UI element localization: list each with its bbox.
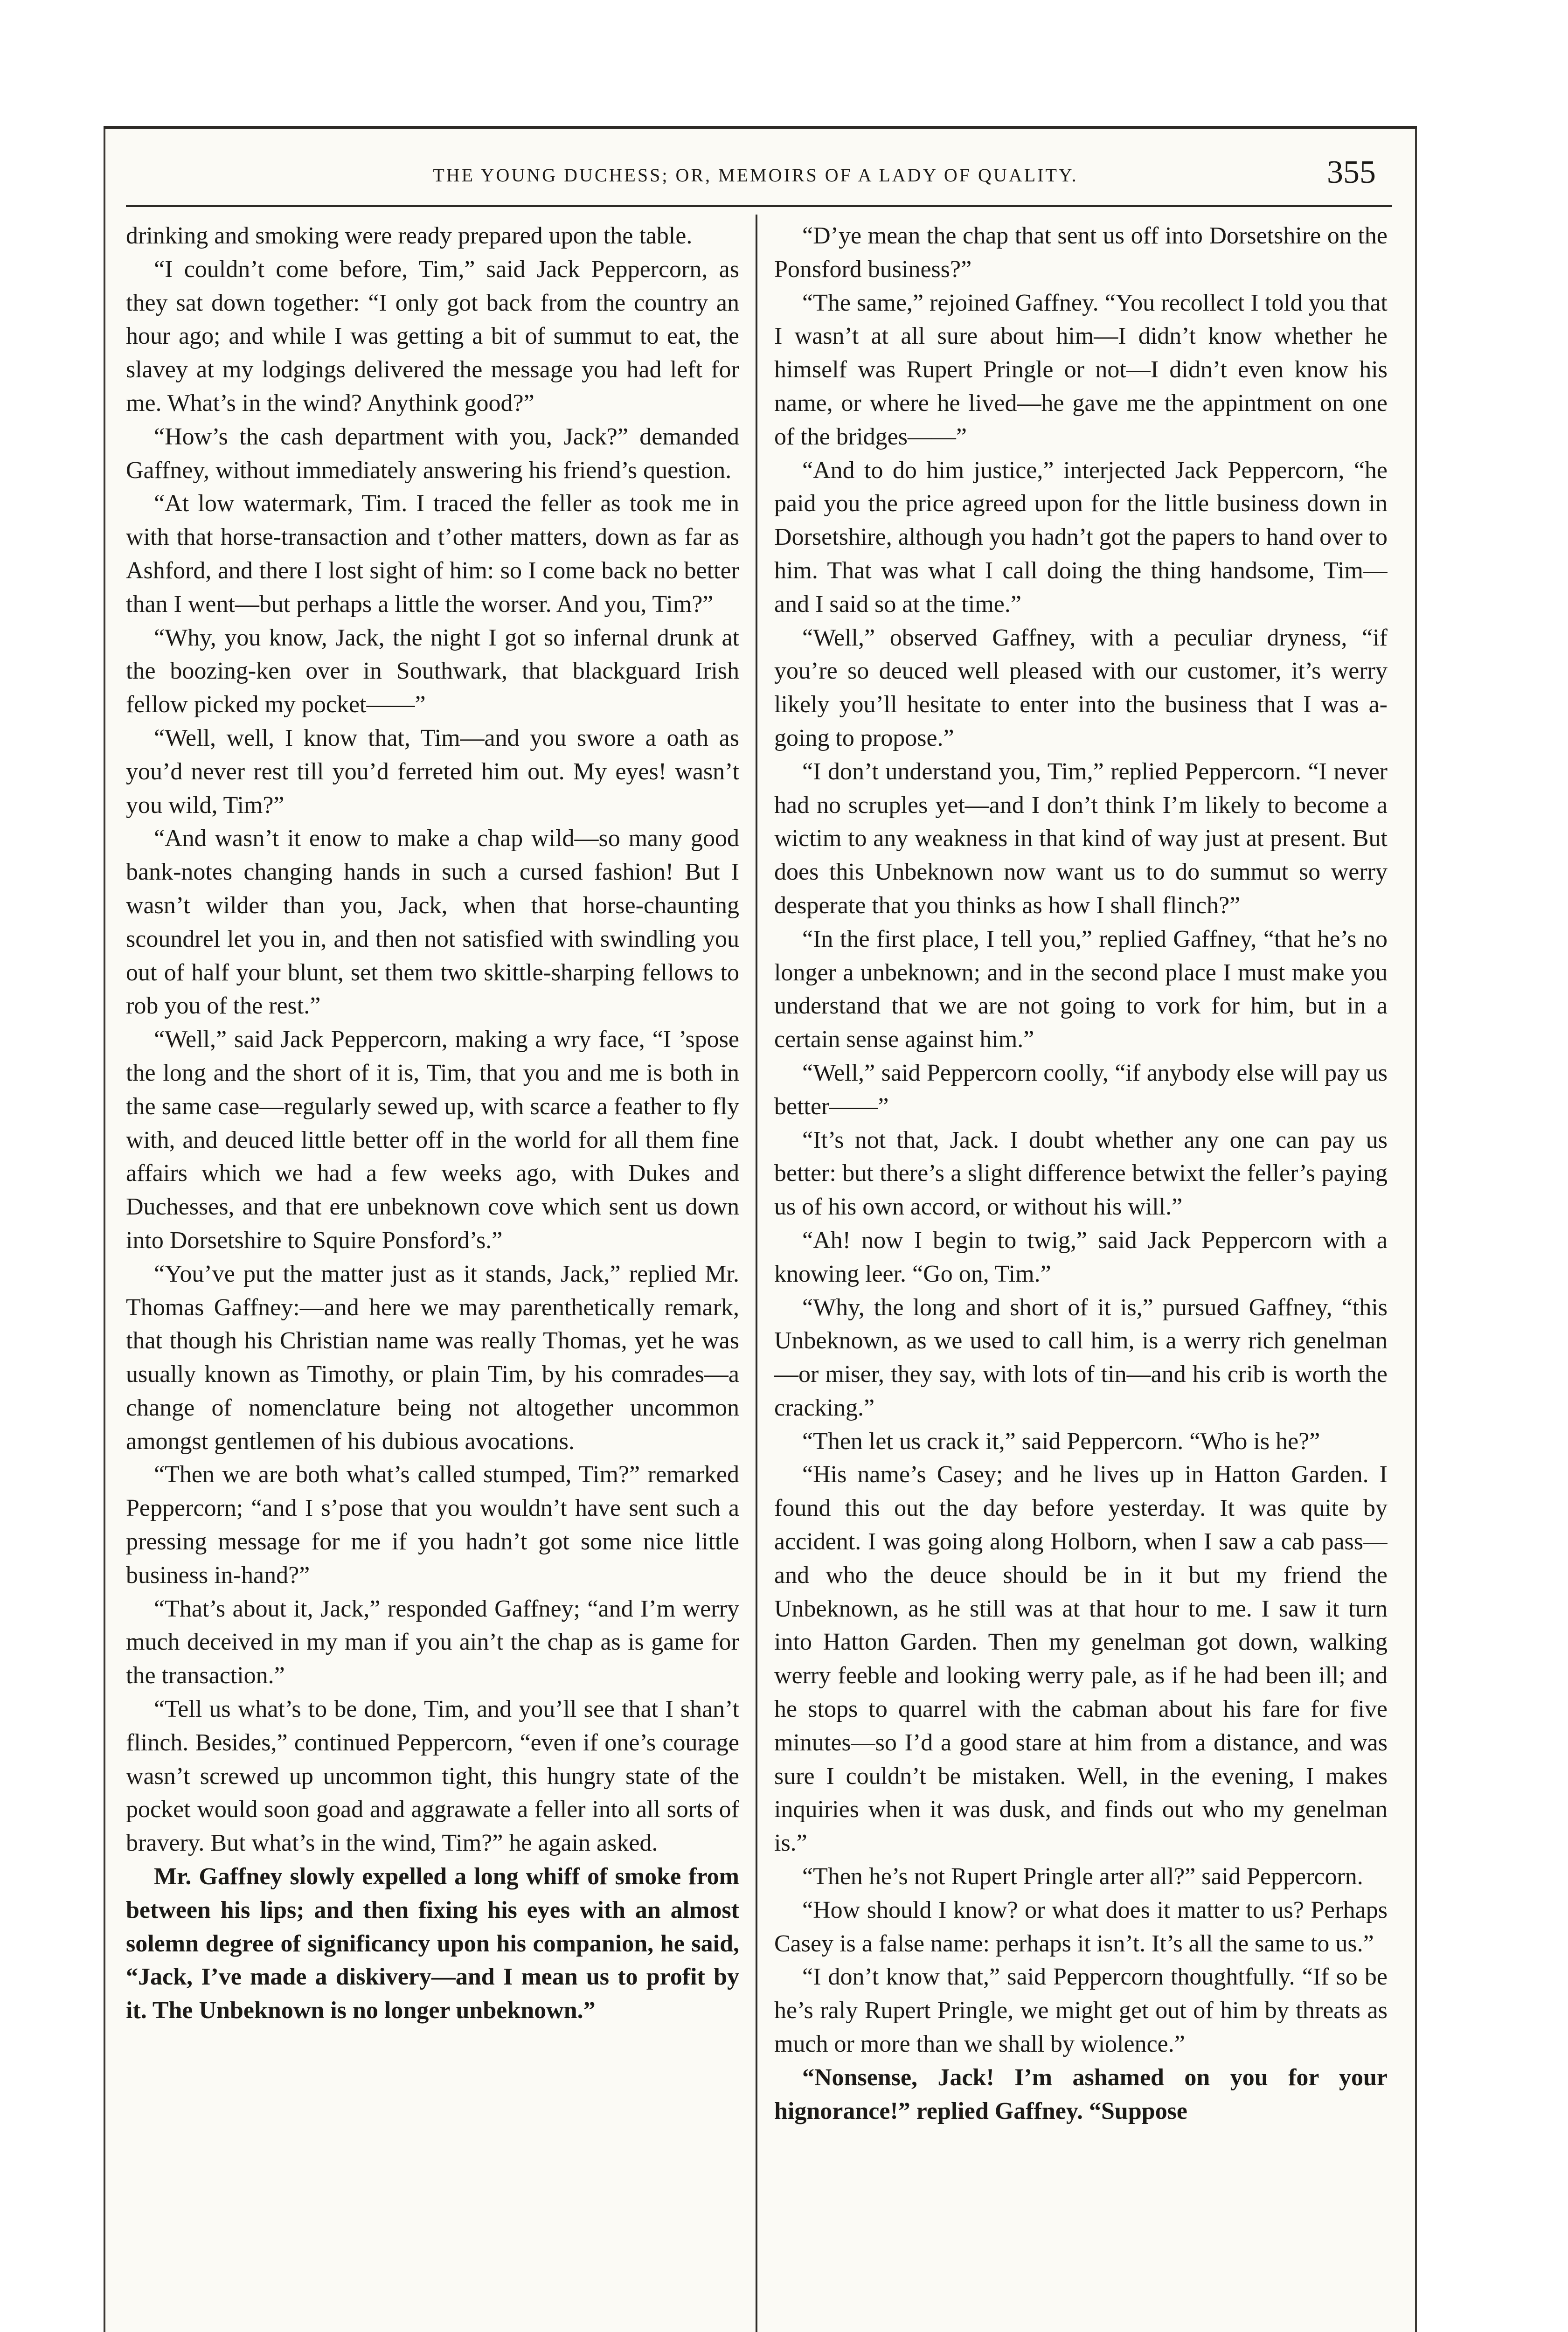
header-rule [126,205,1392,207]
paragraph: “You’ve put the matter just as it stands, Jack,” replied Mr. Thomas Gaffney:—and here we may parenthetically remark, that though his Christian name was really Thomas, yet he was usually known as Timothy, or plain Tim, by his comrades—a change of nomenclature being not altogether uncommon amongst gentlemen of his dubious avocations. [126,1260,739,1455]
paragraph: “Ah! now I begin to twig,” said Jack Peppercorn with a knowing leer. “Go on, Tim.” [774,1227,1388,1287]
paragraph: Mr. Gaffney slowly expelled a long whiff of smoke from between his lips; and then fixing his eyes with an almost solemn degree of significancy upon his companion, he said, “Jack, I’ve made a diskivery—and I mean us to profit by it. The Unbeknown is no longer unbeknown.” [126,1863,739,2024]
paragraph: “In the first place, I tell you,” replied Gaffney, “that he’s no longer a unbeknown; and in the second place I must make you understand that we are not going to vork for him, but in a certain sense against him.” [774,925,1388,1053]
paragraph: “Tell us what’s to be done, Tim, and you’ll see that I shan’t flinch. Besides,” continued Peppercorn, “even if one’s courage wasn’t screwed up uncommon tight, this hungry state of the pocket would soon goad and aggrawate a feller into all sorts of bravery. But what’s in the wind, Tim?” he again asked. [126,1696,739,1857]
paragraph: “I don’t understand you, Tim,” replied Peppercorn. “I never had no scruples yet—and I don’t think I’m likely to become a wictim to any weakness in that kind of way just at present. But does this Unbeknown now want us to do summut so werry desperate that you thinks as how I shall flinch?” [774,758,1388,919]
paragraph: “Well,” observed Gaffney, with a peculiar dryness, “if you’re so deuced well pleased with our customer, it’s werry likely you’ll hesitate to enter into the business that I was a-going to propose.” [774,624,1388,751]
running-head: THE YOUNG DUCHESS; OR, MEMOIRS OF A LADY OF QUALITY. [433,165,1078,186]
page-header [131,149,1381,201]
paragraph: “Why, the long and short of it is,” pursued Gaffney, “this Unbeknown, as we used to call him, is a werry rich genelman—or miser, they say, with lots of tin—and his crib is worth the cracking.” [774,1294,1388,1421]
paragraph: “His name’s Casey; and he lives up in Hatton Garden. I found this out the day before yesterday. It was quite by accident. I was going along Holborn, when I saw a cab pass—and who the deuce should be in it but my friend the Unbeknown, as he still was at that hour to me. I saw it turn into Hatton Garden. Then my genelman got down, walking werry feeble and looking werry pale, as if he had been ill; and he stops to quarrel with the cabman about his fare for five minutes—so I’d a good stare at him from a distance, and was sure I couldn’t be mistaken. Well, in the evening, I makes inquiries when it was dusk, and finds out who my genelman is.” [774,1461,1388,1857]
paragraph: “Nonsense, Jack! I’m ashamed on you for your hignorance!” replied Gaffney. “Suppose [774,2064,1388,2124]
top-rule [104,126,1417,129]
paragraph: “D’ye mean the chap that sent us off into Dorsetshire on the Ponsford business?” [774,222,1388,283]
left-column [126,219,739,2332]
column-divider [756,215,757,2332]
paragraph: “How should I know? or what does it matter to us? Perhaps Casey is a false name: perhaps it isn’t. It’s all the same to us.” [774,1896,1388,1957]
paragraph: “How’s the cash department with you, Jack?” demanded Gaffney, without immediately answering his friend’s question. [126,423,739,484]
paragraph: “Then he’s not Rupert Pringle arter all?” said Peppercorn. [802,1863,1363,1890]
right-column [774,219,1388,2332]
paragraph: “I couldn’t come before, Tim,” said Jack Peppercorn, as they sat down together: “I only got back from the country an hour ago; and while I was getting a bit of summut to eat, the slavey at my lodgings delivered the message you had left for me. What’s in the wind? Anythink good?” [126,256,739,416]
paragraph: “I don’t know that,” said Peppercorn thoughtfully. “If so be he’s raly Rupert Pringle, we might get out of him by threats as much or more than we shall by wiolence.” [774,1964,1388,2058]
paragraph: drinking and smoking were ready prepared upon the table. [126,222,693,249]
paragraph: “Why, you know, Jack, the night I got so infernal drunk at the boozing-ken over in Southwark, that blackguard Irish fellow picked my pocket——” [126,624,739,718]
page-number: 355 [1327,154,1376,190]
paragraph: “And wasn’t it enow to make a chap wild—so many good bank-notes changing hands in such a cursed fashion! But I wasn’t wilder than you, Jack, when that horse-chaunting scoundrel let you in, and then not satisfied with swindling you out of half your blunt, set them two skittle-sharping fellows to rob you of the rest.” [126,825,739,1020]
paragraph: “Then we are both what’s called stumped, Tim?” remarked Peppercorn; “and I s’pose that you wouldn’t have sent such a pressing message for me if you hadn’t got some nice little business in-hand?” [126,1461,739,1589]
paragraph: “That’s about it, Jack,” responded Gaffney; “and I’m werry much deceived in my man if you ain’t the chap as is game for the transaction.” [126,1595,739,1689]
paragraph: “It’s not that, Jack. I doubt whether any one can pay us better: but there’s a slight difference betwixt the feller’s paying us of his own accord, or without his will.” [774,1126,1388,1221]
paragraph: “Well,” said Peppercorn coolly, “if anybody else will pay us better——” [774,1059,1388,1120]
paragraph: “Then let us crack it,” said Peppercorn. “Who is he?” [802,1428,1320,1455]
paragraph: “Well, well, I know that, Tim—and you swore a oath as you’d never rest till you’d ferreted him out. My eyes! wasn’t you wild, Tim?” [126,724,739,819]
paragraph: “Well,” said Jack Peppercorn, making a wry face, “I ’spose the long and the short of it is, Tim, that you and me is both in the same case—regularly sewed up, with scarce a feather to fly with, and deuced little better off in the world for all them fine affairs which we had a few weeks ago, with Dukes and Duchesses, and that ere unbeknown cove which sent us down into Dorsetshire to Squire Ponsford’s.” [126,1026,739,1254]
paragraph: “The same,” rejoined Gaffney. “You recollect I told you that I wasn’t at all sure about him—I didn’t know whether he himself was Rupert Pringle or not—I didn’t even know his name, or where he lived—he gave me the appintment on one of the bridges——” [774,289,1388,450]
paragraph: “And to do him justice,” interjected Jack Peppercorn, “he paid you the price agreed upon for the little business down in Dorsetshire, although you hadn’t got the papers to hand over to him. That was what I call doing the thing handsome, Tim—and I said so at the time.” [774,457,1388,618]
paragraph: “At low watermark, Tim. I traced the feller as took me in with that horse-transaction and t’other matters, down as far as Ashford, and there I lost sight of him: so I come back no better than I went—but perhaps a little the worser. And you, Tim?” [126,490,739,618]
